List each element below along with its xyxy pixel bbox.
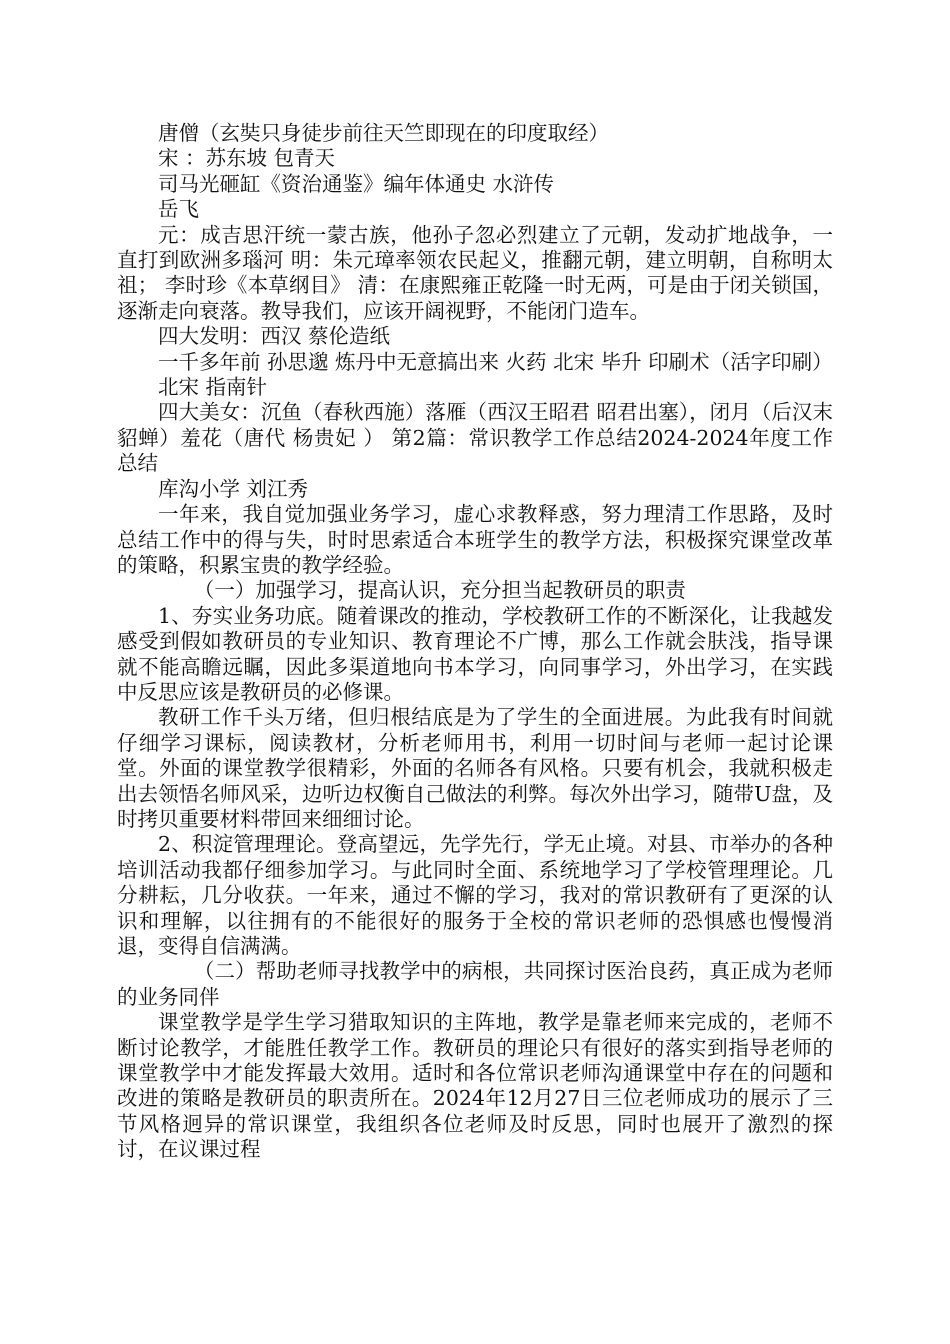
paragraph-compass: 北宋 指南针 [158, 375, 268, 400]
paragraph-research-work: 教研工作千头万绪，但归根结底是为了学生的全面进展。为此我有时间就仔细学习课标，阅读教材，分析老师用书，利用一切时间与老师一起讨论课堂。外面的课堂教学很精彩，外面的名师各有风格。只要有机会，我就积极走出去领悟名师风采，边听边权衡自己做法的利弊。每次外出学习，随带U盘，及时拷贝重要材料带回来细细讨论。 [117, 705, 833, 831]
document-body [117, 121, 833, 1163]
paragraph-point-1: 1、夯实业务功底。随着课改的推动，学校教研工作的不断深化，让我越发感受到假如教研员的专业知识、教育理论不广博，那么工作就会肤浅，指导课就不能高瞻远瞩，因此多渠道地向书本学习，向同事学习，外出学习，在实践中反思应该是教研员的必修课。 [117, 603, 833, 704]
paragraph-intro: 一年来，我自觉加强业务学习，虚心求教释惑，努力理清工作思路，及时总结工作中的得与失，时时思索适合本班学生的教学方法，积极探究课堂改革的策略，积累宝贵的教学经验。 [117, 502, 833, 577]
paragraph-gunpowder-printing: 一千多年前 孙思邈 炼丹中无意搞出来 火药 北宋 毕升 印刷术（活字印刷） [158, 349, 833, 374]
paragraph-yue-fei: 岳飞 [158, 197, 199, 222]
paragraph-four-beauties: 四大美女：沉鱼（春秋西施）落雁（西汉王昭君 昭君出塞），闭月（后汉末貂蝉）羞花（唐代 杨贵妃 ） 第2篇：常识教学工作总结2024-2024年度工作总结 [117, 400, 833, 476]
section-heading-2: （二）帮助老师寻找教学中的病根，共同探讨医治良药，真正成为老师的业务同伴 [117, 959, 833, 1009]
paragraph-yuan-ming-qing: 元：成吉思汗统一蒙古族，他孙子忽必烈建立了元朝，发动扩地战争，一直打到欧洲多瑙河 明：朱元璋率领农民起义，推翻元朝，建立明朝，自称明太祖； 李时珍《本草纲目》 清：在康熙雍正乾隆一时无两，可是由于闭关锁国，逐渐走向衰落。教导我们，应该开阔视野，不能闭门造车。 [117, 222, 833, 323]
paragraph-author: 库沟小学 刘江秀 [158, 476, 309, 501]
paragraph-point-2: 2、积淀管理理论。登高望远，先学先行，学无止境。对县、市举办的各种培训活动我都仔细参加学习。与此同时全面、系统地学习了学校管理理论。几分耕耘，几分收获。一年来，通过不懈的学习，我对的常识教研有了更深的认识和理解，以往拥有的不能很好的服务于全校的常识老师的恐惧感也慢慢消退，变得自信满满。 [117, 832, 833, 958]
paragraph-classroom-teaching: 课堂教学是学生学习猎取知识的主阵地，教学是靠老师来完成的，老师不断讨论教学，才能胜任教学工作。教研员的理论只有很好的落实到指导老师的课堂教学中才能发挥最大效用。适时和各位常识老师沟通课堂中存在的问题和改进的策略是教研员的职责所在。2024年12月27日三位老师成功的展示了三节风格迥异的常识课堂，我组织各位老师及时反思，同时也展开了激烈的探讨，在议课过程 [117, 1010, 833, 1162]
paragraph-four-inventions: 四大发明：西汉 蔡伦造纸 [158, 324, 391, 349]
section-heading-1: （一）加强学习，提高认识，充分担当起教研员的职责 [193, 578, 686, 603]
paragraph-tang-monk: 唐僧（玄奘只身徒步前往天竺即现在的印度取经） [158, 121, 609, 145]
paragraph-song: 宋 ：苏东坡 包青天 [158, 146, 336, 171]
paragraph-sima-guang: 司马光砸缸《资治通鉴》编年体通史 水浒传 [158, 171, 555, 196]
